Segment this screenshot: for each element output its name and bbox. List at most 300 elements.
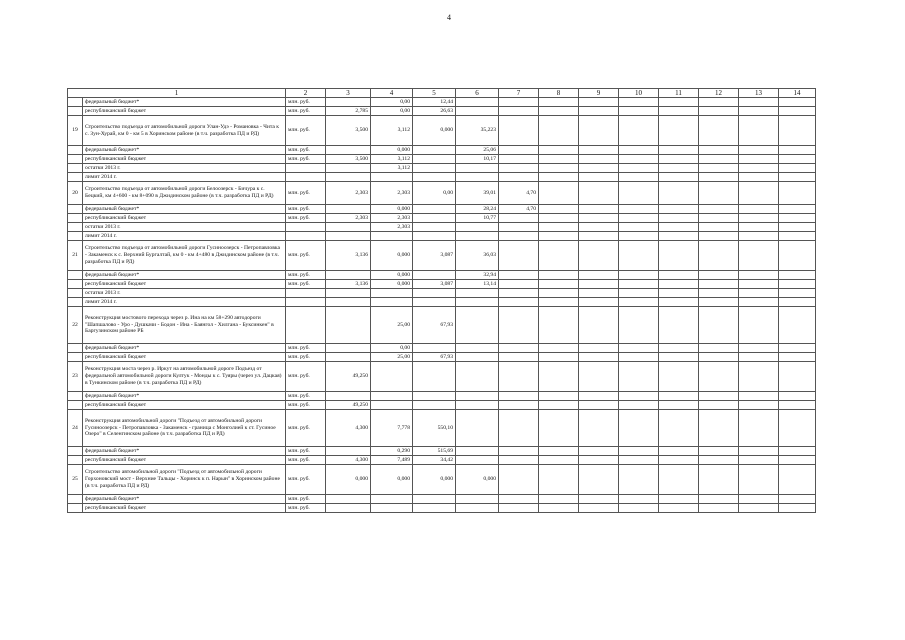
table-row [68, 447, 816, 456]
value-cell-col5 [413, 146, 456, 155]
unit-cell: млн. руб. [286, 392, 326, 401]
empty-cell-col11 [659, 98, 699, 107]
unit-cell: млн. руб. [286, 456, 326, 465]
value-cell-col4: 25,00 [371, 353, 413, 362]
empty-cell-col8 [539, 289, 579, 298]
unit-cell: млн. руб. [286, 410, 326, 447]
value-cell-col7 [499, 164, 539, 173]
empty-cell-col9 [579, 214, 619, 223]
unit-cell: млн. руб. [286, 205, 326, 214]
empty-cell-col9 [579, 146, 619, 155]
row-number-cell [68, 392, 83, 401]
empty-cell-col11 [659, 504, 699, 513]
empty-cell-col14 [779, 271, 816, 280]
value-cell-col7 [499, 289, 539, 298]
empty-cell-col14 [779, 173, 816, 182]
empty-cell-col12 [699, 456, 739, 465]
empty-cell-col13 [739, 107, 779, 116]
value-cell-col4: 0,000 [371, 205, 413, 214]
row-number-cell [68, 164, 83, 173]
value-cell-col3 [326, 164, 371, 173]
value-cell-col5: 515,69 [413, 447, 456, 456]
empty-cell-col9 [579, 504, 619, 513]
empty-cell-col14 [779, 504, 816, 513]
empty-cell-col13 [739, 447, 779, 456]
value-cell-col3: 3,500 [326, 155, 371, 164]
value-cell-col7: 4,70 [499, 205, 539, 214]
empty-cell-col10 [619, 410, 659, 447]
empty-cell-col14 [779, 410, 816, 447]
empty-cell-col12 [699, 155, 739, 164]
empty-cell-col11 [659, 392, 699, 401]
empty-cell-col11 [659, 307, 699, 344]
empty-cell-col9 [579, 271, 619, 280]
unit-cell: млн. руб. [286, 116, 326, 146]
item-name-cell: остатки 2013 г. [83, 289, 286, 298]
empty-cell-col13 [739, 410, 779, 447]
value-cell-col5: 67,93 [413, 307, 456, 344]
value-cell-col3 [326, 447, 371, 456]
value-cell-col4: 2,303 [371, 214, 413, 223]
unit-cell: млн. руб. [286, 107, 326, 116]
row-number-cell [68, 280, 83, 289]
row-number-cell: 21 [68, 241, 83, 271]
value-cell-col5: 0,00 [413, 182, 456, 205]
table-row [68, 146, 816, 155]
item-name-cell: федеральный бюджет* [83, 205, 286, 214]
header-cell-3: 3 [326, 89, 371, 98]
empty-cell-col13 [739, 155, 779, 164]
value-cell-col4: 0,00 [371, 98, 413, 107]
empty-cell-col14 [779, 146, 816, 155]
value-cell-col6 [456, 401, 499, 410]
value-cell-col5 [413, 205, 456, 214]
value-cell-col4: 3,112 [371, 116, 413, 146]
unit-cell [286, 289, 326, 298]
empty-cell-col14 [779, 298, 816, 307]
value-cell-col3 [326, 271, 371, 280]
value-cell-col6 [456, 232, 499, 241]
unit-cell: млн. руб. [286, 401, 326, 410]
empty-cell-col8 [539, 98, 579, 107]
item-name-cell: республиканский бюджет [83, 155, 286, 164]
value-cell-col6: 32,94 [456, 271, 499, 280]
empty-cell-col8 [539, 401, 579, 410]
empty-cell-col12 [699, 289, 739, 298]
empty-cell-col12 [699, 344, 739, 353]
value-cell-col4 [371, 232, 413, 241]
empty-cell-col10 [619, 164, 659, 173]
empty-cell-col9 [579, 344, 619, 353]
empty-cell-col10 [619, 146, 659, 155]
value-cell-col6: 13,14 [456, 280, 499, 289]
empty-cell-col14 [779, 344, 816, 353]
unit-cell: млн. руб. [286, 353, 326, 362]
empty-cell-col9 [579, 107, 619, 116]
item-name-cell: федеральный бюджет* [83, 447, 286, 456]
item-name-cell: республиканский бюджет [83, 504, 286, 513]
value-cell-col5 [413, 298, 456, 307]
value-cell-col6 [456, 362, 499, 392]
empty-cell-col13 [739, 98, 779, 107]
value-cell-col5 [413, 344, 456, 353]
value-cell-col3 [326, 289, 371, 298]
empty-cell-col14 [779, 362, 816, 392]
empty-cell-col12 [699, 447, 739, 456]
item-name-cell: федеральный бюджет* [83, 271, 286, 280]
value-cell-col6: 0,000 [456, 465, 499, 495]
unit-cell: млн. руб. [286, 98, 326, 107]
value-cell-col3: 3,136 [326, 241, 371, 271]
empty-cell-col13 [739, 298, 779, 307]
value-cell-col4: 3,112 [371, 155, 413, 164]
value-cell-col4: 7,489 [371, 456, 413, 465]
empty-cell-col8 [539, 107, 579, 116]
value-cell-col6 [456, 98, 499, 107]
header-cell-11: 11 [659, 89, 699, 98]
value-cell-col3: 2,785 [326, 107, 371, 116]
item-name-cell: остатки 2013 г. [83, 164, 286, 173]
empty-cell-col12 [699, 182, 739, 205]
header-cell-9: 9 [579, 89, 619, 98]
table-row [68, 362, 816, 392]
item-name-cell: федеральный бюджет* [83, 146, 286, 155]
empty-cell-col14 [779, 182, 816, 205]
value-cell-col5 [413, 504, 456, 513]
table-row [68, 182, 816, 205]
value-cell-col6 [456, 353, 499, 362]
item-name-cell: республиканский бюджет [83, 353, 286, 362]
item-name-cell: республиканский бюджет [83, 456, 286, 465]
row-number-cell [68, 173, 83, 182]
empty-cell-col14 [779, 289, 816, 298]
table-row [68, 401, 816, 410]
value-cell-col7 [499, 456, 539, 465]
row-number-cell [68, 232, 83, 241]
row-number-cell [68, 146, 83, 155]
value-cell-col4: 2,303 [371, 182, 413, 205]
empty-cell-col13 [739, 205, 779, 214]
empty-cell-col10 [619, 173, 659, 182]
empty-cell-col12 [699, 116, 739, 146]
table-row [68, 504, 816, 513]
empty-cell-col12 [699, 232, 739, 241]
empty-cell-col14 [779, 456, 816, 465]
value-cell-col7 [499, 155, 539, 164]
table-row [68, 280, 816, 289]
value-cell-col3 [326, 98, 371, 107]
empty-cell-col8 [539, 182, 579, 205]
empty-cell-col14 [779, 164, 816, 173]
empty-cell-col8 [539, 307, 579, 344]
empty-cell-col9 [579, 164, 619, 173]
empty-cell-col9 [579, 495, 619, 504]
row-number-cell [68, 289, 83, 298]
value-cell-col7 [499, 173, 539, 182]
value-cell-col5 [413, 232, 456, 241]
table-row [68, 98, 816, 107]
empty-cell-col8 [539, 456, 579, 465]
empty-cell-col9 [579, 280, 619, 289]
item-name-cell: остатки 2013 г. [83, 223, 286, 232]
unit-cell: млн. руб. [286, 504, 326, 513]
unit-cell: млн. руб. [286, 241, 326, 271]
empty-cell-col11 [659, 173, 699, 182]
empty-cell-col13 [739, 289, 779, 298]
row-number-cell [68, 353, 83, 362]
empty-cell-col14 [779, 116, 816, 146]
item-name-cell: Строительство подъезда от автомобильной дороги Белоозерск - Бичура к с. Бецкий, км 4+600 - км 8+090 в Джидинском районе (в т.ч. разработка ПД и РД) [83, 182, 286, 205]
value-cell-col4: 7,778 [371, 410, 413, 447]
empty-cell-col10 [619, 447, 659, 456]
empty-cell-col9 [579, 447, 619, 456]
item-name-cell: республиканский бюджет [83, 107, 286, 116]
value-cell-col5 [413, 289, 456, 298]
value-cell-col3 [326, 146, 371, 155]
value-cell-col3 [326, 232, 371, 241]
empty-cell-col12 [699, 241, 739, 271]
empty-cell-col9 [579, 155, 619, 164]
empty-cell-col14 [779, 214, 816, 223]
empty-cell-col11 [659, 205, 699, 214]
item-name-cell: федеральный бюджет* [83, 495, 286, 504]
table-row [68, 107, 816, 116]
header-cell-14: 14 [779, 89, 816, 98]
row-number-cell [68, 447, 83, 456]
value-cell-col7 [499, 401, 539, 410]
empty-cell-col8 [539, 504, 579, 513]
value-cell-col5: 34,42 [413, 456, 456, 465]
empty-cell-col11 [659, 353, 699, 362]
empty-cell-col9 [579, 205, 619, 214]
unit-cell: млн. руб. [286, 280, 326, 289]
empty-cell-col9 [579, 362, 619, 392]
item-name-cell: Строительство автомобильной дороги "Подъезд от автомобильной дороги Горхоновский мост - Верхние Тальцы - Хоринск к п. Нарын" в Хоринском районе (в т.ч. разработка ПД и РД) [83, 465, 286, 495]
empty-cell-col10 [619, 232, 659, 241]
value-cell-col4 [371, 495, 413, 504]
table-row [68, 298, 816, 307]
empty-cell-col9 [579, 456, 619, 465]
empty-cell-col14 [779, 392, 816, 401]
value-cell-col3 [326, 205, 371, 214]
row-number-cell: 20 [68, 182, 83, 205]
value-cell-col6: 25,06 [456, 146, 499, 155]
empty-cell-col8 [539, 164, 579, 173]
unit-cell [286, 173, 326, 182]
empty-cell-col10 [619, 401, 659, 410]
row-number-cell: 19 [68, 116, 83, 146]
empty-cell-col8 [539, 344, 579, 353]
unit-cell: млн. руб. [286, 271, 326, 280]
value-cell-col3 [326, 344, 371, 353]
empty-cell-col11 [659, 298, 699, 307]
empty-cell-col14 [779, 280, 816, 289]
row-number-cell: 23 [68, 362, 83, 392]
item-name-cell: федеральный бюджет* [83, 344, 286, 353]
empty-cell-col8 [539, 146, 579, 155]
value-cell-col3: 3,500 [326, 116, 371, 146]
empty-cell-col13 [739, 495, 779, 504]
value-cell-col5 [413, 362, 456, 392]
item-name-cell: лимит 2014 г. [83, 298, 286, 307]
empty-cell-col13 [739, 307, 779, 344]
value-cell-col7 [499, 232, 539, 241]
empty-cell-col8 [539, 410, 579, 447]
item-name-cell: республиканский бюджет [83, 214, 286, 223]
value-cell-col5: 0,000 [413, 116, 456, 146]
item-name-cell: Реконструкция мостового перехода через р. Ина на км 58+290 автодороги "Шапшалово - Уро - Душкачи - Бодон - Ина - Баянгол - Хилгана - Буксинкен" в Баргузинском районе РБ [83, 307, 286, 344]
unit-cell: млн. руб. [286, 447, 326, 456]
empty-cell-col11 [659, 116, 699, 146]
empty-cell-col13 [739, 456, 779, 465]
empty-cell-col12 [699, 353, 739, 362]
value-cell-col5: 3,087 [413, 280, 456, 289]
value-cell-col6 [456, 298, 499, 307]
unit-cell: млн. руб. [286, 344, 326, 353]
table-row [68, 164, 816, 173]
empty-cell-col10 [619, 495, 659, 504]
empty-cell-col8 [539, 271, 579, 280]
empty-cell-col14 [779, 232, 816, 241]
empty-cell-col10 [619, 280, 659, 289]
header-cell-10: 10 [619, 89, 659, 98]
value-cell-col4 [371, 392, 413, 401]
item-name-cell: Реконструкция автомобильной дороги "Подъезд от автомобильной дороги Гусиноозерск - Петропавловка - Закаменск - граница с Монголией к ст. Гусиное Озеро" в Селенгинском районе (в т.ч. разработка ПД и РД) [83, 410, 286, 447]
item-name-cell: Строительство подъезда от автомобильной дороги Улан-Удэ - Романовка - Чита к с. Зун-Хурай, км 0 - км 5 в Хоринском районе (в т.ч. разработка ПД и РД) [83, 116, 286, 146]
value-cell-col5 [413, 214, 456, 223]
value-cell-col7 [499, 392, 539, 401]
table-row [68, 456, 816, 465]
empty-cell-col9 [579, 465, 619, 495]
empty-cell-col12 [699, 392, 739, 401]
row-number-cell [68, 155, 83, 164]
empty-cell-col8 [539, 465, 579, 495]
empty-cell-col10 [619, 116, 659, 146]
empty-cell-col11 [659, 155, 699, 164]
empty-cell-col10 [619, 214, 659, 223]
value-cell-col4: 0,00 [371, 344, 413, 353]
value-cell-col3 [326, 504, 371, 513]
empty-cell-col11 [659, 410, 699, 447]
value-cell-col4: 0,000 [371, 146, 413, 155]
empty-cell-col12 [699, 223, 739, 232]
empty-cell-col11 [659, 146, 699, 155]
unit-cell: млн. руб. [286, 214, 326, 223]
empty-cell-col11 [659, 362, 699, 392]
empty-cell-col13 [739, 223, 779, 232]
value-cell-col6: 28,24 [456, 205, 499, 214]
empty-cell-col8 [539, 298, 579, 307]
unit-cell: млн. руб. [286, 155, 326, 164]
empty-cell-col9 [579, 98, 619, 107]
value-cell-col5: 26,63 [413, 107, 456, 116]
empty-cell-col10 [619, 392, 659, 401]
empty-cell-col11 [659, 271, 699, 280]
empty-cell-col8 [539, 173, 579, 182]
row-number-cell [68, 214, 83, 223]
item-name-cell: лимит 2014 г. [83, 232, 286, 241]
value-cell-col6: 10,77 [456, 214, 499, 223]
empty-cell-col11 [659, 232, 699, 241]
empty-cell-col13 [739, 392, 779, 401]
empty-cell-col12 [699, 107, 739, 116]
value-cell-col3: 3,136 [326, 280, 371, 289]
value-cell-col3: 0,000 [326, 465, 371, 495]
value-cell-col4 [371, 173, 413, 182]
unit-cell [286, 164, 326, 173]
budget-table [67, 88, 816, 513]
value-cell-col3: 4,300 [326, 410, 371, 447]
empty-cell-col11 [659, 182, 699, 205]
value-cell-col5: 12,44 [413, 98, 456, 107]
empty-cell-col9 [579, 410, 619, 447]
empty-cell-col12 [699, 465, 739, 495]
row-number-cell [68, 205, 83, 214]
empty-cell-col10 [619, 155, 659, 164]
table-row [68, 392, 816, 401]
empty-cell-col12 [699, 164, 739, 173]
value-cell-col3: 49,250 [326, 362, 371, 392]
value-cell-col3 [326, 223, 371, 232]
empty-cell-col9 [579, 173, 619, 182]
unit-cell [286, 232, 326, 241]
value-cell-col3 [326, 298, 371, 307]
empty-cell-col14 [779, 495, 816, 504]
value-cell-col6: 10,17 [456, 155, 499, 164]
empty-cell-col13 [739, 146, 779, 155]
value-cell-col5 [413, 392, 456, 401]
unit-cell: млн. руб. [286, 182, 326, 205]
empty-cell-col14 [779, 241, 816, 271]
table-row [68, 232, 816, 241]
header-row [68, 89, 816, 98]
empty-cell-col14 [779, 155, 816, 164]
empty-cell-col11 [659, 456, 699, 465]
unit-cell: млн. руб. [286, 362, 326, 392]
value-cell-col6 [456, 410, 499, 447]
value-cell-col6 [456, 447, 499, 456]
empty-cell-col12 [699, 280, 739, 289]
empty-cell-col8 [539, 241, 579, 271]
value-cell-col4: 0,00 [371, 107, 413, 116]
table-row [68, 353, 816, 362]
empty-cell-col14 [779, 307, 816, 344]
empty-cell-col10 [619, 98, 659, 107]
value-cell-col3 [326, 307, 371, 344]
empty-cell-col10 [619, 307, 659, 344]
header-cell-8: 8 [539, 89, 579, 98]
value-cell-col7 [499, 344, 539, 353]
value-cell-col7 [499, 307, 539, 344]
row-number-cell: 24 [68, 410, 83, 447]
item-name-cell: федеральный бюджет* [83, 98, 286, 107]
empty-cell-col10 [619, 223, 659, 232]
empty-cell-col12 [699, 362, 739, 392]
empty-cell-col11 [659, 214, 699, 223]
empty-cell-col10 [619, 289, 659, 298]
empty-cell-col8 [539, 205, 579, 214]
empty-cell-col8 [539, 392, 579, 401]
empty-cell-col12 [699, 495, 739, 504]
value-cell-col4: 2,303 [371, 223, 413, 232]
empty-cell-col13 [739, 344, 779, 353]
value-cell-col7 [499, 223, 539, 232]
row-number-cell [68, 223, 83, 232]
empty-cell-col11 [659, 465, 699, 495]
value-cell-col7 [499, 146, 539, 155]
value-cell-col7 [499, 504, 539, 513]
empty-cell-col13 [739, 465, 779, 495]
